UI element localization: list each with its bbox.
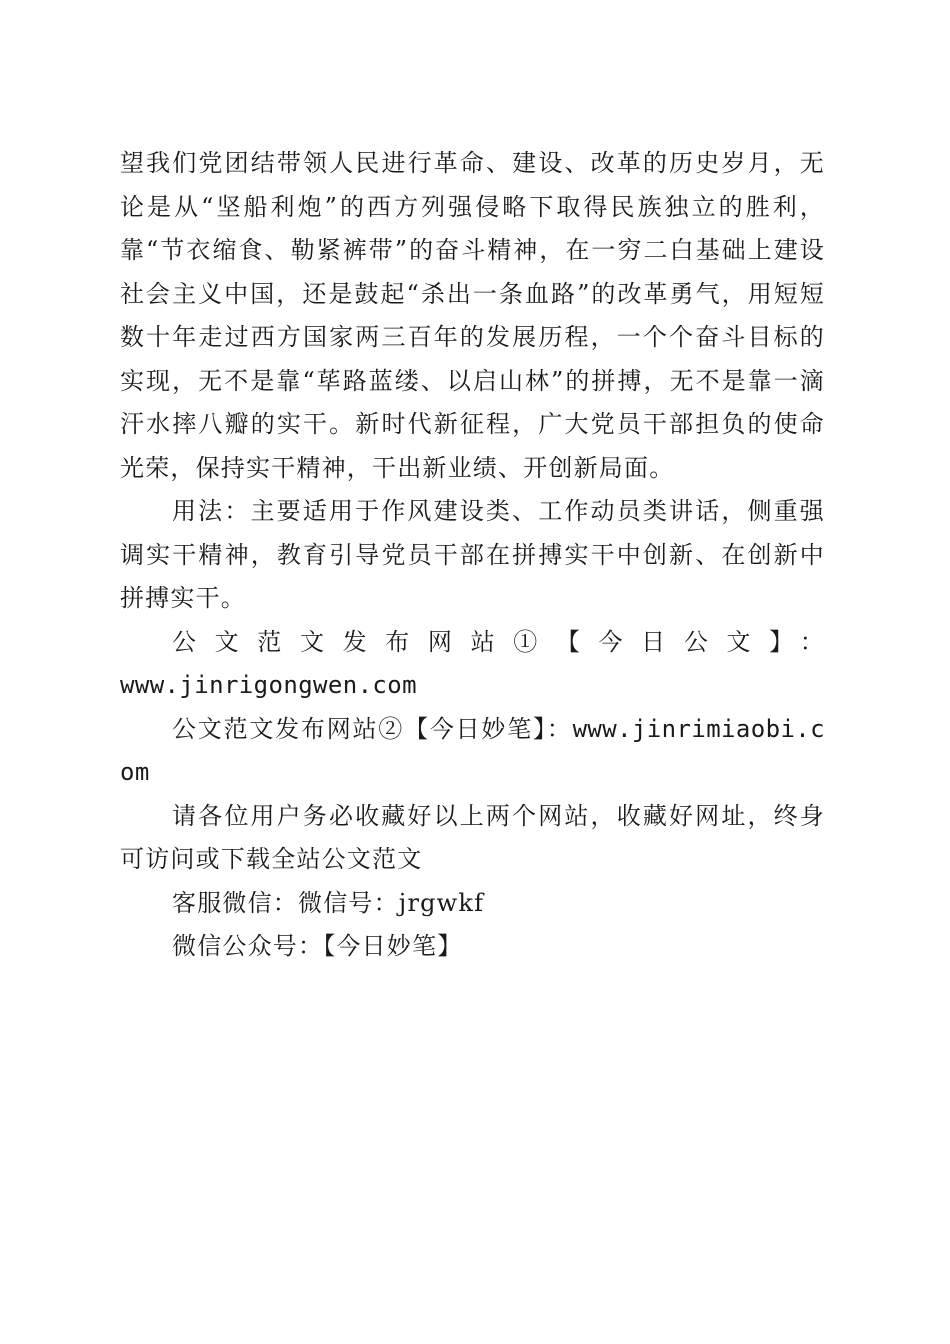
site-1-url[interactable]: www.jinrigongwen.com	[120, 671, 417, 699]
site-1-line	[120, 621, 825, 665]
service-wechat-line: 客服微信：微信号：jrgwkf	[172, 888, 485, 917]
notice-paragraph: 请各位用户务必收藏好以上两个网站，收藏好网址，终身可访问或下载全站公文范文	[120, 801, 825, 873]
site-2-url[interactable]: www.jinrimiaobi.com	[120, 714, 825, 786]
official-account-line: 微信公众号：【今日妙笔】	[172, 932, 463, 960]
site-1-url-line	[120, 664, 825, 708]
usage-paragraph: 用法：主要适用于作风建设类、工作动员类讲话，侧重强调实干精神，教育引导党员干部在拼搏实干中创新、在创新中拼搏实干。	[120, 497, 825, 612]
site-1-label: 公文范文发布网站①【今日公文】：	[172, 627, 825, 656]
document-page	[120, 142, 825, 969]
site-2-label: 公文范文发布网站②【今日妙笔】：	[172, 714, 573, 743]
body-paragraph: 望我们党团结带领人民进行革命、建设、改革的历史岁月，无论是从“坚船利炮”的西方列强侵略下取得民族独立的胜利，靠“节衣缩食、勒紧裤带”的奋斗精神，在一穷二白基础上建设社会主义中国，还是鼓起“杀出一条血路”的改革勇气，用短短数十年走过西方国家两三百年的发展历程，一个个奋斗目标的实现，无不是靠“荜路蓝缕、以启山林”的拼搏，无不是靠一滴汗水摔八瓣的实干。新时代新征程，广大党员干部担负的使命光荣，保持实干精神，干出新业绩、开创新局面。	[120, 149, 825, 482]
site-2-line	[120, 708, 825, 795]
